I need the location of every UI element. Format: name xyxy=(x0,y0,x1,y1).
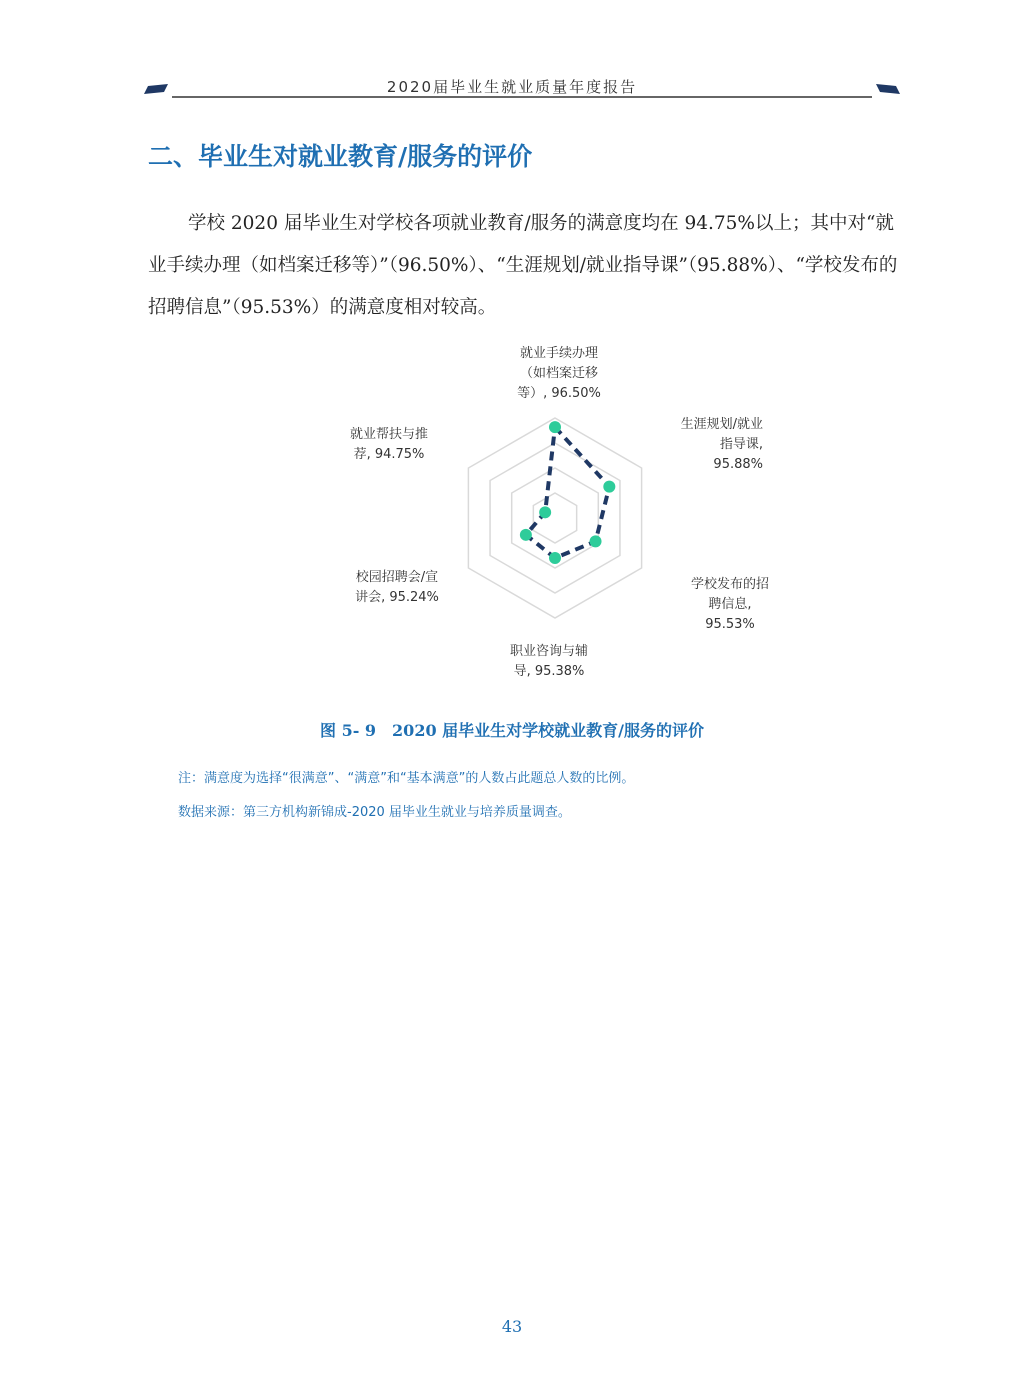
radar-grid-ring xyxy=(468,418,641,618)
radar-category-label: 学校发布的招聘信息, 95.53% xyxy=(690,577,770,632)
data-source-text: 数据来源：第三方机构新锦成-2020 届毕业生就业与培养质量调查。 xyxy=(178,805,571,820)
page-number: 43 xyxy=(501,1317,523,1336)
page-header xyxy=(0,0,1024,110)
radar-category-label: 就业帮扶与推荐, 94.75% xyxy=(349,427,429,462)
body-paragraph: 学校 2020 届毕业生对学校各项就业教育/服务的满意度均在 94.75%以上；其中对“就业手续办理（如档案迁移等）”（96.50%）、“生涯规划/就业指导课”（95.88%）、“学校发布的招聘信息”（95.53%）的满意度相对较高。 xyxy=(148,213,898,318)
radar-data-point xyxy=(603,481,615,493)
radar-grid-ring xyxy=(533,493,576,543)
radar-category-label: 职业咨询与辅导, 95.38% xyxy=(509,644,589,679)
figure-caption: 图 5- 9 2020 届毕业生对学校就业教育/服务的评价 xyxy=(320,721,704,740)
radar-category-label: 校园招聘会/宣讲会, 95.24% xyxy=(355,570,439,605)
radar-category-label: 生涯规划/就业指导课, 95.88% xyxy=(680,417,763,472)
header-title: 2020届毕业生就业质量年度报告 xyxy=(386,78,638,96)
note-text: 注：满意度为选择“很满意”、“满意”和“基本满意”的人数占此题总人数的比例。 xyxy=(178,771,635,786)
radar-chart xyxy=(300,335,800,695)
radar-data-point xyxy=(590,535,602,547)
radar-data-point xyxy=(549,552,561,564)
radar-category-label: 就业手续办理（如档案迁移等）, 96.50% xyxy=(517,346,601,401)
section-title: 二、毕业生对就业教育/服务的评价 xyxy=(148,142,533,171)
radar-data-point xyxy=(549,421,561,433)
radar-data-point xyxy=(539,506,551,518)
radar-data-point xyxy=(520,529,532,541)
